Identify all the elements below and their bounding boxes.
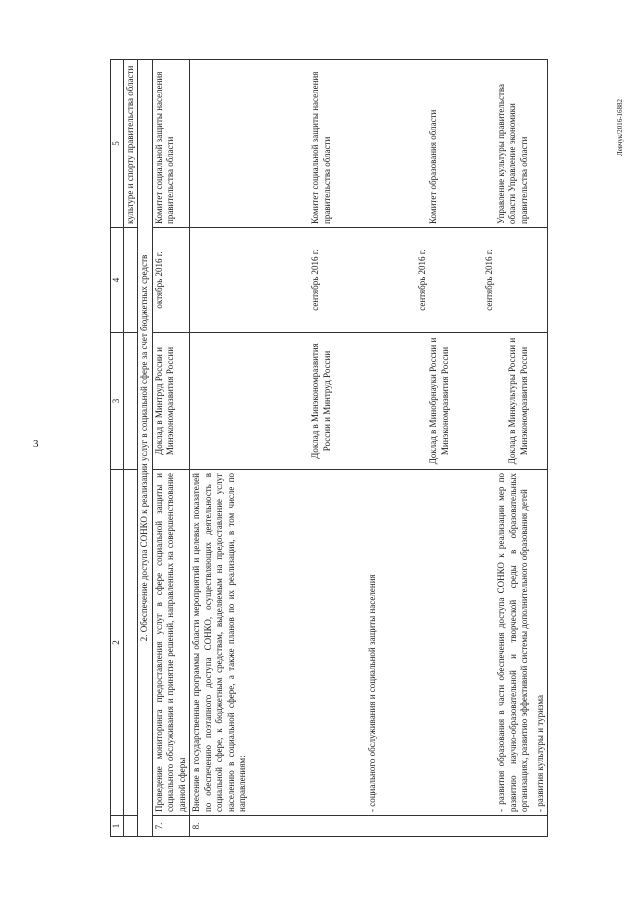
section-row bbox=[138, 60, 153, 837]
action-item: - развития культуры и туризма bbox=[534, 695, 545, 812]
result-cell bbox=[190, 333, 548, 470]
deadline-item: сентябрь 2016 г. bbox=[310, 249, 321, 311]
responsible-item: Управление культуры правительства области Управление экономики правительства области bbox=[495, 83, 529, 224]
deadline-item: сентябрь 2016 г. bbox=[416, 249, 427, 311]
action-item: - развития образования в части обеспечения доступа СОНКО к реализации мер по развитию научно-образовательной и творческой среды в образовательных организациях, развитию эффективной системы дополнительного образования детей bbox=[496, 473, 530, 812]
header-cell: 1 bbox=[111, 816, 124, 837]
action-cell: Проведение мониторинга предоставления услуг в сфере социальной защиты и социального обслуживания и принятие решений, направленных на совершенствование данной сферы bbox=[152, 470, 190, 816]
header-cell: 5 bbox=[111, 60, 124, 228]
header-cell: 3 bbox=[111, 333, 124, 470]
action-cell bbox=[190, 470, 548, 816]
table-row bbox=[190, 60, 548, 837]
header-cell: 4 bbox=[111, 228, 124, 333]
result-item: Доклад в Минкультуры России и Минэкономразвития России bbox=[507, 337, 529, 465]
result-item: Доклад в Минобрнауки России и Минэкономразвития России bbox=[428, 337, 450, 465]
row-number: 7. bbox=[152, 816, 190, 837]
responsible-item: Комитет образования области bbox=[428, 109, 439, 224]
document-stamp: Левчук/2016-16882 bbox=[616, 98, 624, 156]
responsible-cell: культуре и спорту правительства области bbox=[123, 60, 138, 228]
result-item: Доклад в Минэкономразвития России и Минтруд России bbox=[310, 343, 332, 459]
result-cell: Доклад в Минтруд России и Минэкономразвития России bbox=[152, 333, 190, 470]
deadline-cell: октябрь 2016 г. bbox=[152, 228, 190, 333]
table-row bbox=[123, 60, 138, 837]
header-cell: 2 bbox=[111, 470, 124, 816]
responsible-cell: Комитет социальной защиты населения правительства области bbox=[152, 60, 190, 228]
responsible-item: Комитет социальной защиты населения правительства области bbox=[310, 71, 332, 224]
page-number: 3 bbox=[33, 438, 39, 450]
deadline-item: сентябрь 2016 г. bbox=[484, 249, 495, 311]
table-row bbox=[152, 60, 190, 837]
action-intro: Внесение в государственные программы области мероприятий и целевых показателей по обеспечению поэтапного доступа СОНКО, осуществляющих деятельность в социальной сфере, к бюджетным средствам, выделяемым на предоставление услуг населению в социальной сфере, а также планов по их реализации, в том числе по направлениям: bbox=[191, 473, 248, 812]
deadline-cell bbox=[190, 228, 548, 333]
rotated-page-content bbox=[110, 60, 584, 837]
responsible-cell bbox=[190, 60, 548, 228]
row-number: 8. bbox=[190, 816, 548, 837]
table-header-row bbox=[111, 60, 124, 837]
action-item: - социального обслуживания и социальной защиты населения bbox=[366, 574, 377, 812]
measures-table bbox=[110, 59, 548, 837]
section-title: 2. Обеспечение доступа СОНКО к реализации услуг в социальной сфере за счет бюджетных средств bbox=[138, 60, 153, 837]
